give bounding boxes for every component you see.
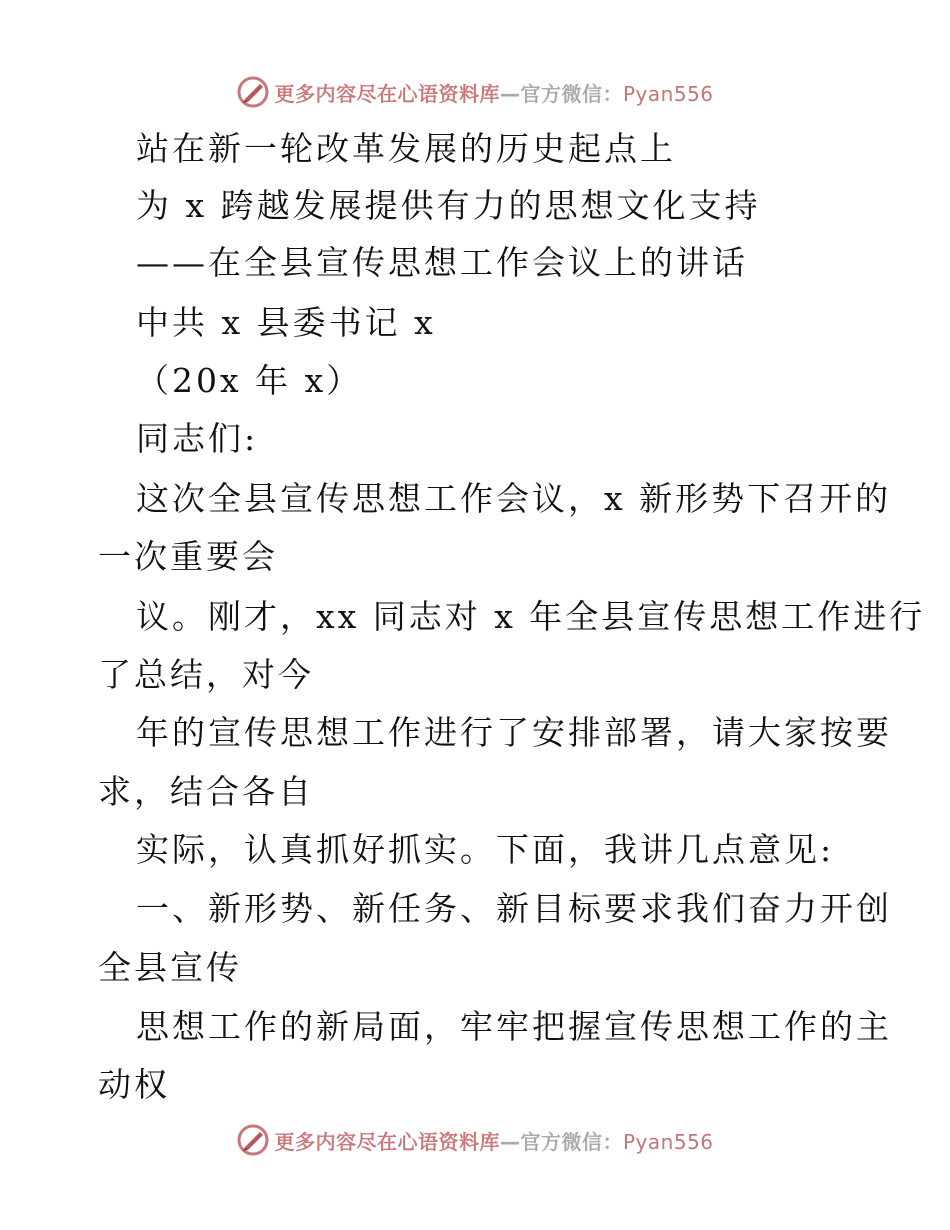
doc-paragraph-line: 实际，认真抓好抓实。下面，我讲几点意见: (136, 830, 835, 869)
watermark-banner-bottom (0, 1120, 950, 1160)
doc-paragraph-line: 求，结合各自 (98, 772, 314, 811)
doc-paragraph-line: 这次全县宣传思想工作会议，x 新形势下召开的 (136, 479, 892, 518)
doc-subtitle: ——在全县宣传思想工作会议上的讲话 (136, 243, 748, 282)
watermark-part3: Pyan556 (622, 1129, 714, 1154)
watermark-part2: —官方微信： (499, 81, 623, 106)
doc-author: 中共 x 县委书记 x (136, 303, 436, 342)
doc-section-heading: 一、新形势、新任务、新目标要求我们奋力开创 (136, 889, 892, 928)
doc-paragraph-line: 动权 (98, 1065, 170, 1104)
doc-salutation: 同志们: (136, 419, 259, 458)
doc-paragraph-line: 年的宣传思想工作进行了安排部署，请大家按要 (136, 713, 892, 752)
doc-date: （20x 年 x） (136, 361, 363, 400)
watermark-part3: Pyan556 (622, 81, 714, 106)
doc-paragraph-line: 一次重要会 (98, 537, 278, 576)
pen-logo-icon (236, 1123, 270, 1157)
doc-paragraph-line: 了总结，对今 (98, 655, 314, 694)
watermark-banner-top (0, 72, 950, 112)
watermark-part2: —官方微信： (499, 1129, 623, 1154)
doc-title-line1: 站在新一轮改革发展的历史起点上 (136, 129, 676, 168)
doc-paragraph-line: 议。刚才，xx 同志对 x 年全县宣传思想工作进行 (136, 597, 926, 636)
doc-section-heading-cont: 全县宣传 (98, 948, 242, 987)
watermark-text (274, 1126, 713, 1155)
pen-logo-icon (236, 75, 270, 109)
doc-title-line2: 为 x 跨越发展提供有力的思想文化支持 (136, 186, 761, 225)
watermark-part1: 更多内容尽在心语资料库 (274, 81, 500, 106)
watermark-part1: 更多内容尽在心语资料库 (274, 1129, 500, 1154)
doc-paragraph-line: 思想工作的新局面，牢牢把握宣传思想工作的主 (136, 1007, 892, 1046)
watermark-text (274, 78, 713, 107)
